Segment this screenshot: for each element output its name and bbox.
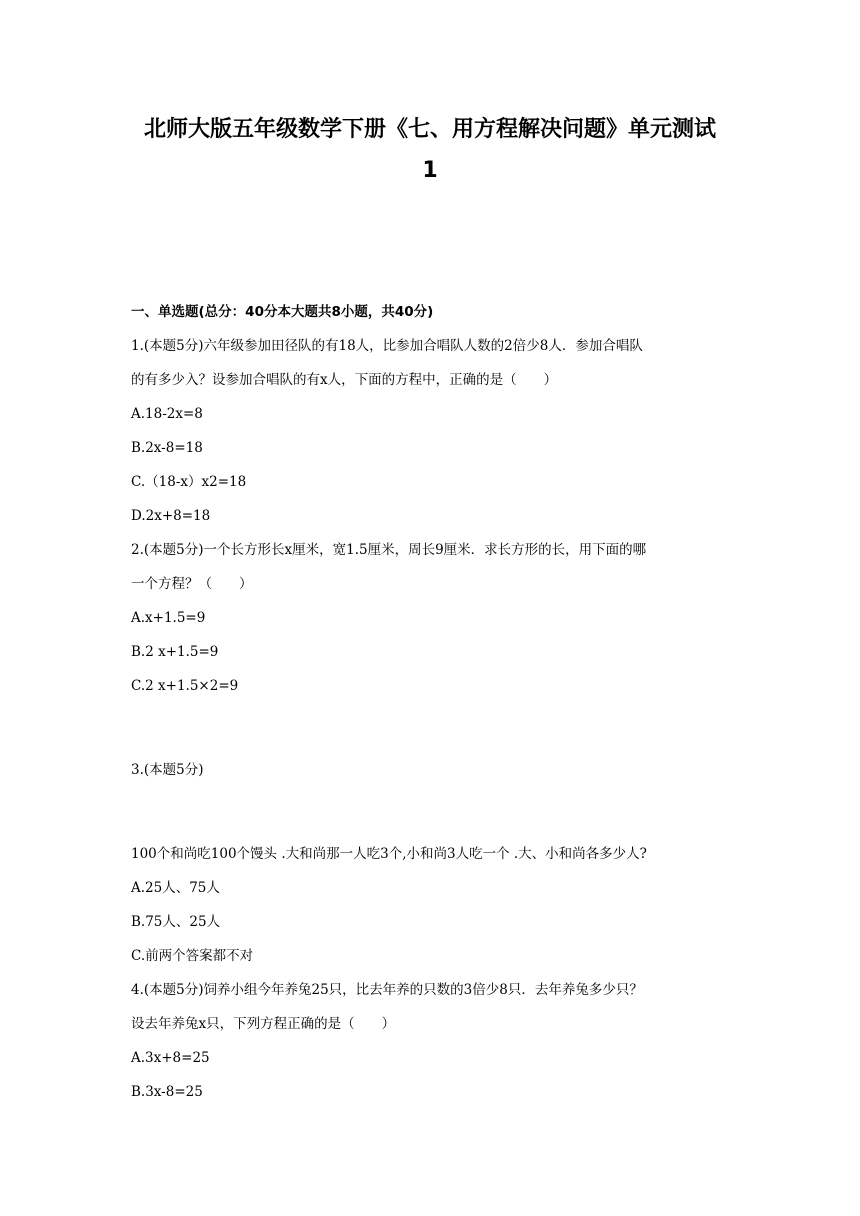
question-2-option-c: C.2 x+1.5×2=9 (131, 678, 239, 694)
question-4-option-a: A.3x+8=25 (131, 1050, 210, 1066)
question-1-option-d: D.2x+8=18 (131, 508, 211, 524)
question-3-option-b: B.75人、25人 (131, 914, 221, 930)
question-1-option-a: A.18-2x=8 (131, 406, 203, 422)
question-1-text-line2: 的有多少入？设参加合唱队的有x人，下面的方程中，正确的是（ ） (131, 372, 558, 388)
question-2-option-a: A.x+1.5=9 (131, 610, 206, 626)
question-3-option-c: C.前两个答案都不对 (131, 948, 254, 964)
question-1-option-c: C.（18-x）x2=18 (131, 474, 247, 490)
question-2-option-b: B.2 x+1.5=9 (131, 644, 219, 660)
question-3-text: 100个和尚吃100个馒头 .大和尚那一人吃3个,小和尚3人吃一个 .大、小和尚各多少人? (131, 846, 647, 862)
question-4-text-line2: 设去年养兔x只，下列方程正确的是（ ） (131, 1016, 396, 1032)
section-heading: 一、单选题(总分：40分本大题共8小题，共40分) (131, 304, 434, 320)
question-2-text-line1: 2.(本题5分)一个长方形长x厘米，宽1.5厘米，周长9厘米．求长方形的长，用下面的哪 (131, 542, 647, 558)
question-2-text-line2: 一个方程？（ ） (131, 576, 253, 592)
question-4-text-line1: 4.(本题5分)饲养小组今年养兔25只，比去年养的只数的3倍少8只．去年养兔多少只？ (131, 982, 643, 998)
document-title-line1: 北师大版五年级数学下册《七、用方程解决问题》单元测试 (143, 117, 716, 142)
question-1-text-line1: 1.(本题5分)六年级参加田径队的有18人，比参加合唱队人数的2倍少8人．参加合唱队 (131, 338, 643, 354)
document-title-line2: 1 (422, 158, 438, 183)
question-4-option-b: B.3x-8=25 (131, 1084, 203, 1100)
question-3-header: 3.(本题5分) (131, 762, 204, 778)
question-3-option-a: A.25人、75人 (131, 880, 220, 896)
question-1-option-b: B.2x-8=18 (131, 440, 203, 456)
